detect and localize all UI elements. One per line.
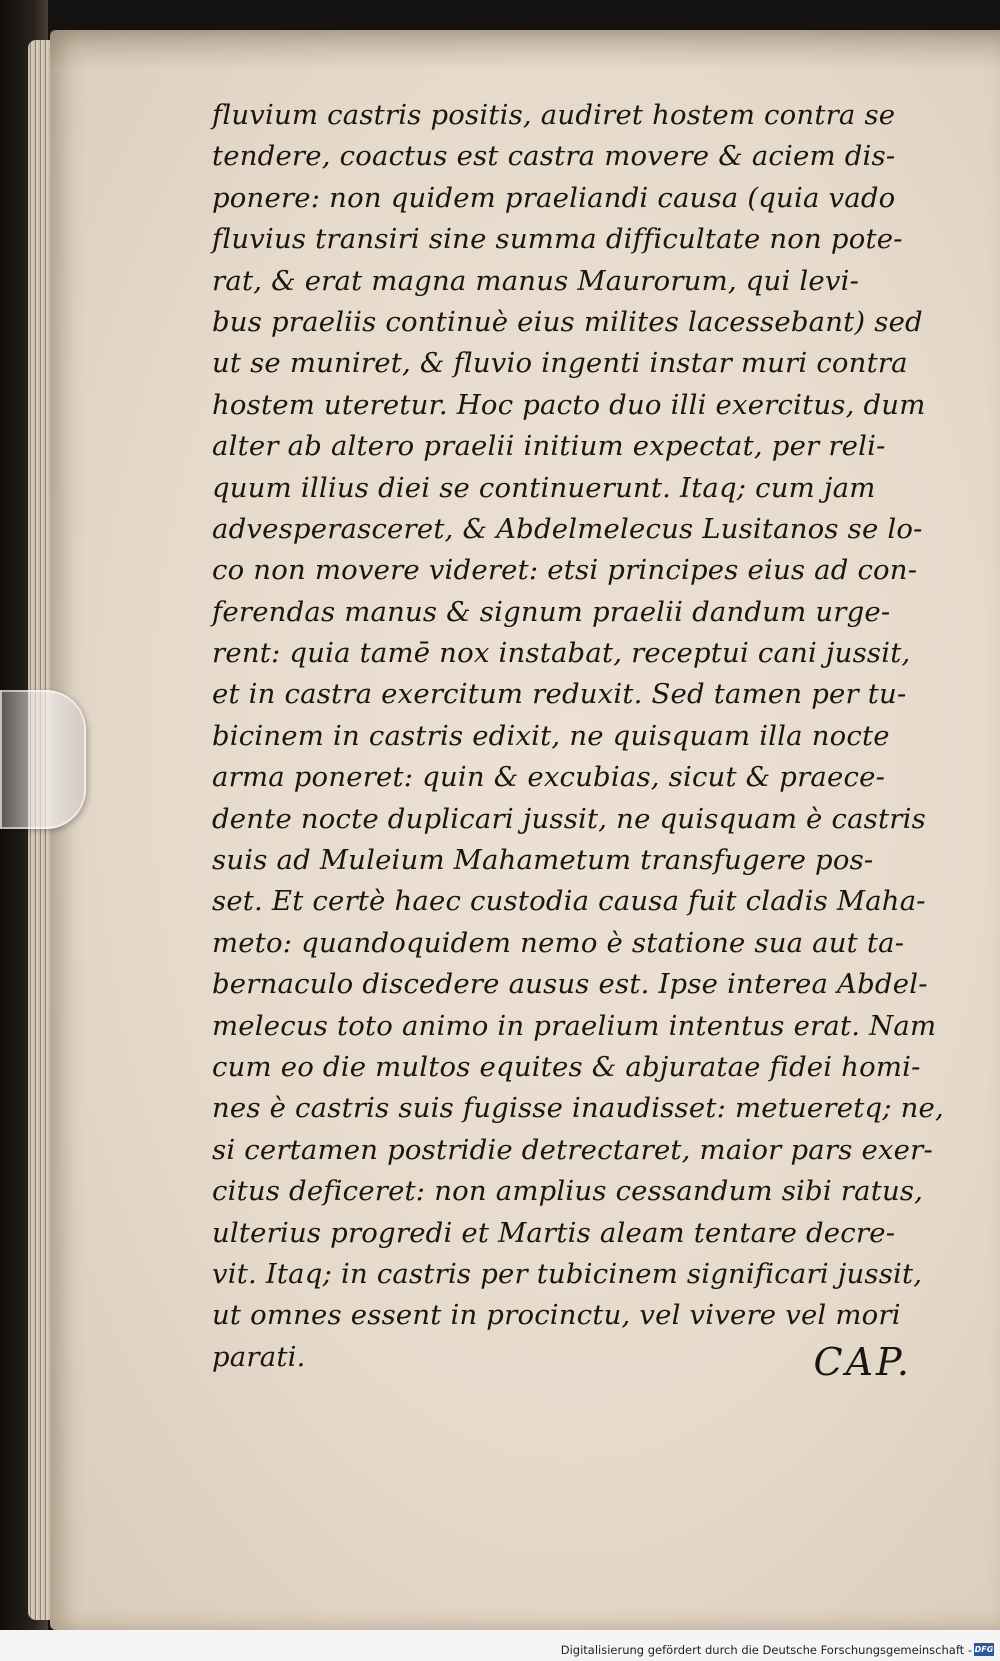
digitization-credit: Digitalisierung gefördert durch die Deutsche Forschungsgemeinschaft -	[560, 1643, 972, 1657]
text-line: set. Et certè haec custodia causa fuit cladis Maha-	[212, 885, 926, 918]
catchword: CAP.	[813, 1340, 912, 1384]
text-line: rat, & erat magna manus Maurorum, qui levi-	[212, 264, 860, 297]
text-line: ponere: non quidem praeliandi causa (quia vado	[212, 181, 896, 214]
page-shadow	[50, 30, 1000, 70]
text-line: cum eo die multos equites & abjuratae fidei homi-	[212, 1050, 921, 1083]
text-line: suis ad Muleium Mahametum transfugere pos-	[212, 844, 874, 877]
text-line: ut omnes essent in procinctu, vel vivere vel mori	[212, 1299, 901, 1332]
text-line: ferendas manus & signum praelii dandum urge-	[212, 595, 891, 628]
text-line: dente nocte duplicari jussit, ne quisquam è castris	[212, 802, 926, 835]
text-line: hostem uteretur. Hoc pacto duo illi exercitus, dum	[212, 388, 926, 421]
text-line: ulterius progredi et Martis aleam tentare decre-	[212, 1216, 896, 1249]
text-line: vit. Itaq; in castris per tubicinem significari jussit,	[212, 1257, 923, 1290]
text-line: rent: quia tamē nox instabat, receptui cani jussit,	[212, 637, 911, 670]
text-line: alter ab altero praelii initium expectat, per reli-	[212, 430, 886, 463]
text-line: arma poneret: quin & excubias, sicut & praece-	[212, 761, 886, 794]
text-line: bicinem in castris edixit, ne quisquam illa nocte	[212, 719, 890, 752]
text-line: tendere, coactus est castra movere & aciem dis-	[212, 140, 896, 173]
text-line: melecus toto animo in praelium intentus erat. Nam	[212, 1009, 937, 1042]
dfg-logo-icon: DFG	[974, 1645, 994, 1654]
text-line: bernaculo discedere ausus est. Ipse interea Abdel-	[212, 968, 928, 1001]
text-line: nes è castris suis fugisse inaudisset: metueretq; ne,	[212, 1092, 944, 1125]
text-line: co non movere videret: etsi principes eius ad con-	[212, 554, 918, 587]
text-line: ut se muniret, & fluvio ingenti instar muri contra	[212, 347, 908, 380]
text-line: si certamen postridie detrectaret, maior pars exer-	[212, 1133, 933, 1166]
text-line: fluvium castris positis, audiret hostem contra se	[212, 99, 896, 131]
text-line: quum illius diei se continuerunt. Itaq; cum jam	[212, 471, 876, 504]
text-line: citus deficeret: non amplius cessandum sibi ratus,	[212, 1175, 924, 1208]
text-line: advesperasceret, & Abdelmelecus Lusitanos se lo-	[212, 512, 923, 545]
text-line: meto: quandoquidem nemo è statione sua aut ta-	[212, 926, 905, 959]
page-text	[212, 95, 952, 1378]
text-line: bus praeliis continuè eius milites lacessebant) sed	[212, 305, 923, 338]
page-clip	[0, 690, 86, 829]
text-line: et in castra exercitum reduxit. Sed tamen per tu-	[212, 678, 907, 711]
text-line: parati.	[212, 1340, 306, 1373]
text-line: fluvius transiri sine summa difficultate non pote-	[212, 223, 903, 256]
